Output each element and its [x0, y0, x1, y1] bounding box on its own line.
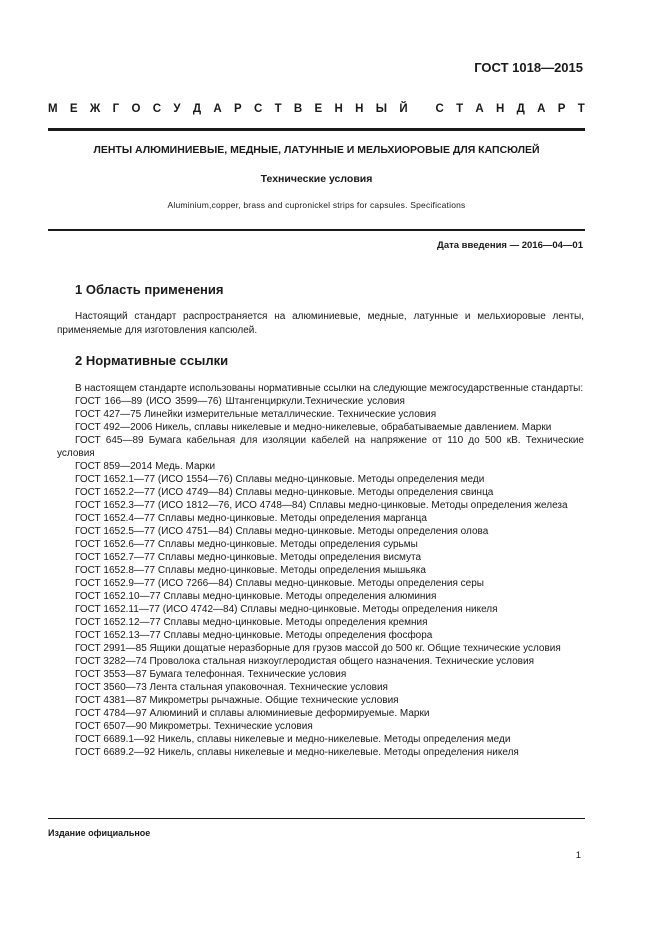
banner-letter: А — [537, 103, 546, 115]
introduction-date: Дата введения — 2016—04—01 — [437, 240, 583, 251]
reference-item: ГОСТ 2991—85 Ящики дощатые неразборные для грузов массой до 500 кг. Общие технические условия — [75, 643, 561, 654]
banner-letter: Т — [274, 103, 282, 115]
reference-item: ГОСТ 6689.2—92 Никель, сплавы никелевые и медно-никелевые. Методы определения никеля — [75, 747, 519, 758]
reference-item: ГОСТ 1652.3—77 (ИСО 1812—76, ИСО 4748—84) Сплавы медно-цинковые. Методы определения железа — [75, 500, 568, 511]
banner-letter: Т — [577, 103, 585, 115]
banner-letter: Н — [496, 103, 505, 115]
reference-item: ГОСТ 1652.7—77 Сплавы медно-цинковые. Методы определения висмута — [75, 552, 422, 563]
banner-letter: Н — [355, 103, 364, 115]
reference-item: ГОСТ 1652.2—77 (ИСО 4749—84) Сплавы медно-цинковые. Методы определения свинца — [75, 487, 494, 498]
banner-letter: Й — [399, 103, 408, 115]
top-divider — [48, 128, 585, 131]
banner-letter: Р — [233, 103, 242, 115]
banner-letter: А — [213, 103, 222, 115]
reference-item: ГОСТ 1652.11—77 (ИСО 4742—84) Сплавы медно-цинковые. Методы определения никеля — [75, 604, 498, 615]
edition-label: Издание официальное — [48, 828, 151, 838]
title-divider — [48, 229, 585, 231]
document-title: ЛЕНТЫ АЛЮМИНИЕВЫЕ, МЕДНЫЕ, ЛАТУННЫЕ И МЕЛЬХИОРОВЫЕ ДЛЯ КАПСЮЛЕЙ — [93, 144, 540, 156]
page-number: 1 — [575, 850, 581, 861]
reference-item: ГОСТ 1652.6—77 Сплавы медно-цинковые. Методы определения сурьмы — [75, 539, 418, 550]
reference-item: ГОСТ 492—2006 Никель, сплавы никелевые и медно-никелевые, обрабатываемые давлением. Марки — [75, 422, 552, 433]
section-2-heading: 2 Нормативные ссылки — [75, 353, 229, 368]
banner-letter: М — [48, 103, 58, 115]
reference-item: ГОСТ 6507—90 Микрометры. Технические условия — [75, 721, 313, 732]
section-1-heading: 1 Область применения — [75, 282, 224, 297]
banner-gap — [420, 103, 423, 115]
banner-letter: Ж — [89, 103, 101, 115]
reference-item: ГОСТ 3282—74 Проволока стальная низкоуглеродистая общего назначения. Технические условия — [75, 656, 534, 667]
reference-item: ГОСТ 427—75 Линейки измерительные металлические. Технические условия — [75, 409, 437, 420]
standard-banner — [48, 103, 585, 115]
reference-item: ГОСТ 1652.5—77 (ИСО 4751—84) Сплавы медно-цинковые. Методы определения олова — [75, 526, 489, 537]
normative-references — [57, 382, 584, 759]
banner-letter: Р — [557, 103, 566, 115]
reference-item: ГОСТ 6689.1—92 Никель, сплавы никелевые и медно-никелевые. Методы определения меди — [75, 734, 511, 745]
banner-letter: С — [435, 103, 444, 115]
document-code: ГОСТ 1018—2015 — [474, 60, 583, 75]
banner-letter: В — [293, 103, 303, 115]
reference-item: ГОСТ 1652.4—77 Сплавы медно-цинковые. Методы определения марганца — [75, 513, 427, 524]
banner-letter: С — [253, 103, 263, 115]
reference-item: ГОСТ 1652.10—77 Сплавы медно-цинковые. Методы определения алюминия — [75, 591, 437, 602]
banner-letter: Д — [192, 103, 202, 115]
banner-letter: Н — [334, 103, 343, 115]
english-title: Aluminium,copper, brass and cupronickel strips for capsules. Specifications — [167, 200, 466, 210]
reference-item: ГОСТ 1652.1—77 (ИСО 1554—76) Сплавы медно-цинковые. Методы определения меди — [75, 474, 485, 485]
banner-letter: О — [131, 103, 141, 115]
reference-item: ГОСТ 166—89 (ИСО 3599—76) Штангенциркули.Технические условия — [75, 396, 405, 407]
banner-letter: С — [152, 103, 162, 115]
section-1-text: Настоящий стандарт распространяется на алюминиевые, медные, латунные и мельхиоровые ленты, применяемые для изготовления капсюлей. — [57, 311, 584, 336]
banner-letter: А — [475, 103, 484, 115]
reference-item: ГОСТ 1652.8—77 Сплавы медно-цинковые. Методы определения мышьяка — [75, 565, 426, 576]
reference-item: ГОСТ 859—2014 Медь. Марки — [75, 461, 216, 472]
banner-letter: Ы — [375, 103, 388, 115]
reference-item: ГОСТ 1652.13—77 Сплавы медно-цинковые. Методы определения фосфора — [75, 630, 433, 641]
reference-item: ГОСТ 4381—87 Микрометры рычажные. Общие технические условия — [75, 695, 399, 706]
reference-item: ГОСТ 4784—97 Алюминий и сплавы алюминиевые деформируемые. Марки — [75, 708, 430, 719]
banner-letter: У — [173, 103, 181, 115]
banner-letter: Г — [112, 103, 120, 115]
references-intro: В настоящем стандарте использованы нормативные ссылки на следующие межгосударственные стандарты: — [75, 383, 584, 394]
reference-item: ГОСТ 1652.9—77 (ИСО 7266—84) Сплавы медно-цинковые. Методы определения серы — [75, 578, 484, 589]
footer-divider — [48, 818, 585, 819]
reference-item: ГОСТ 645—89 Бумага кабельная для изоляции кабелей на напряжение от 110 до 500 кВ. Технические условия — [57, 435, 584, 459]
document-subtitle: Технические условия — [260, 173, 373, 185]
banner-letter: Е — [314, 103, 323, 115]
banner-letter: Е — [69, 103, 78, 115]
banner-letter: Т — [456, 103, 464, 115]
reference-item: ГОСТ 1652.12—77 Сплавы медно-цинковые. Методы определения кремния — [75, 617, 428, 628]
banner-letter: Д — [516, 103, 525, 115]
reference-item: ГОСТ 3553—87 Бумага телефонная. Технические условия — [75, 669, 347, 680]
reference-item: ГОСТ 3560—73 Лента стальная упаковочная. Технические условия — [75, 682, 388, 693]
